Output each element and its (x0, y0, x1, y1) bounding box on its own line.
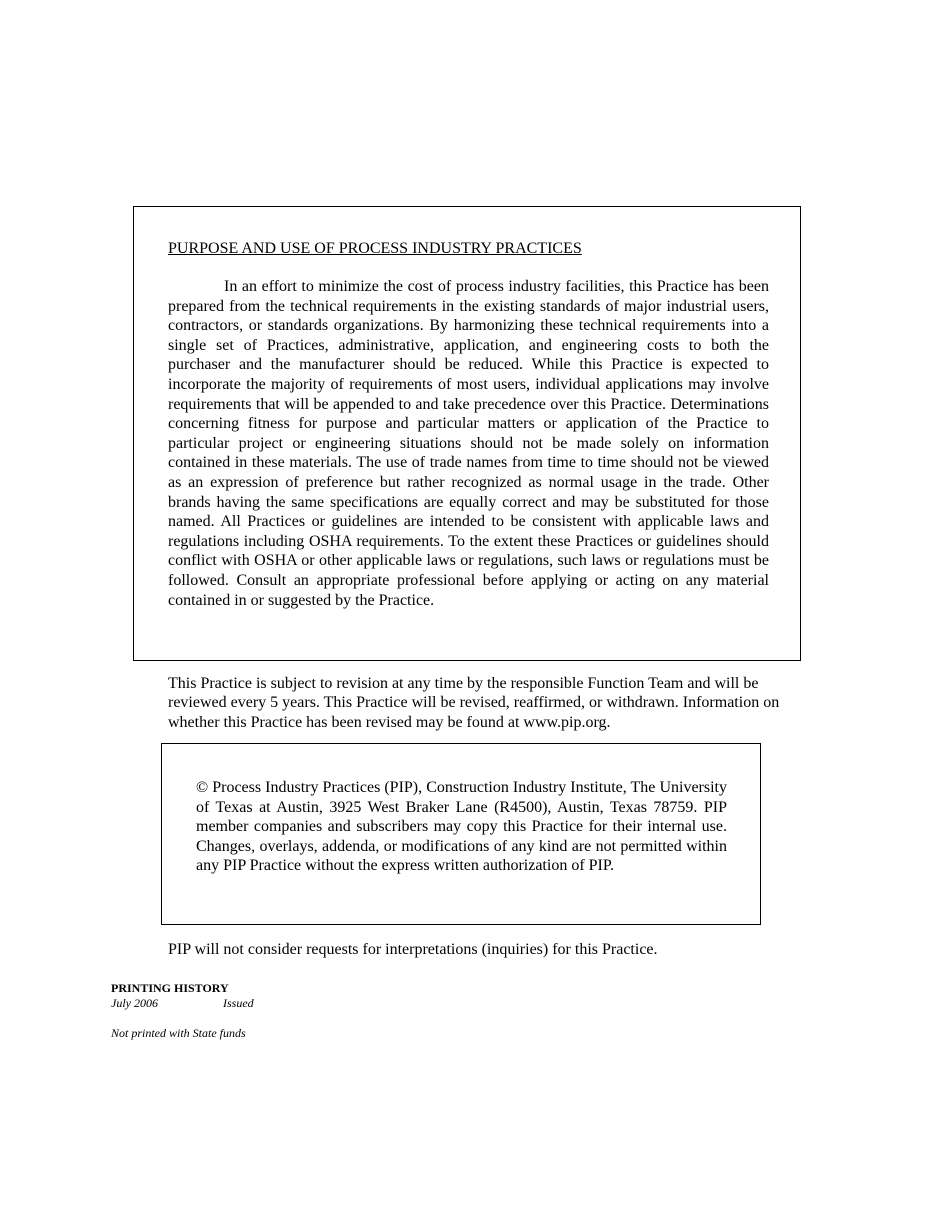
purpose-heading: PURPOSE AND USE OF PROCESS INDUSTRY PRACTICES (168, 240, 582, 257)
printing-history-date: July 2006 (111, 996, 158, 1010)
purpose-box (133, 206, 801, 661)
purpose-body-text: In an effort to minimize the cost of process industry facilities, this Practice has been prepared from the technical requirements in the existing standards of major industrial users, contractors, or standards organizations. By harmonizing these technical requirements into a single set of Practices, administrative, application, and engineering costs to both the purchaser and the manufacturer should be reduced. While this Practice is expected to incorporate the majority of requirements of most users, individual applications may involve requirements that will be appended to and take precedence over this Practice. Determinations concerning fitness for purpose and particular matters or application of the Practice to particular project or engineering situations should not be made solely on information contained in these materials. The use of trade names from time to time should not be viewed as an expression of preference but rather recognized as normal usage in the trade. Other brands having the same specifications are equally correct and may be substituted for those named. All Practices or guidelines are intended to be consistent with applicable laws and regulations including OSHA requirements. To the extent these Practices or guidelines should conflict with OSHA or other applicable laws or regulations, such laws or regulations must be followed. Consult an appropriate professional before applying or acting on any material contained in or suggested by the Practice. (168, 278, 769, 609)
printing-history-heading: PRINTING HISTORY (111, 981, 229, 995)
copyright-text: © Process Industry Practices (PIP), Construction Industry Institute, The University of Texas at Austin, 3925 West Braker Lane (R4500), Austin, Texas 78759. PIP member companies and subscribers may copy this Practice for their internal use. Changes, overlays, addenda, or modifications of any kind are not permitted within any PIP Practice without the express written authorization of PIP. (196, 779, 727, 875)
revision-note: This Practice is subject to revision at any time by the responsible Function Team and will be reviewed every 5 years. This Practice will be revised, reaffirmed, or withdrawn. Information on whether this Practice has been revised may be found at www.pip.org. (168, 675, 780, 731)
printing-history-status: Issued (223, 996, 254, 1010)
funding-note: Not printed with State funds (111, 1026, 246, 1040)
interpretation-note: PIP will not consider requests for interpretations (inquiries) for this Practice. (168, 941, 658, 958)
copyright-box (161, 743, 761, 925)
